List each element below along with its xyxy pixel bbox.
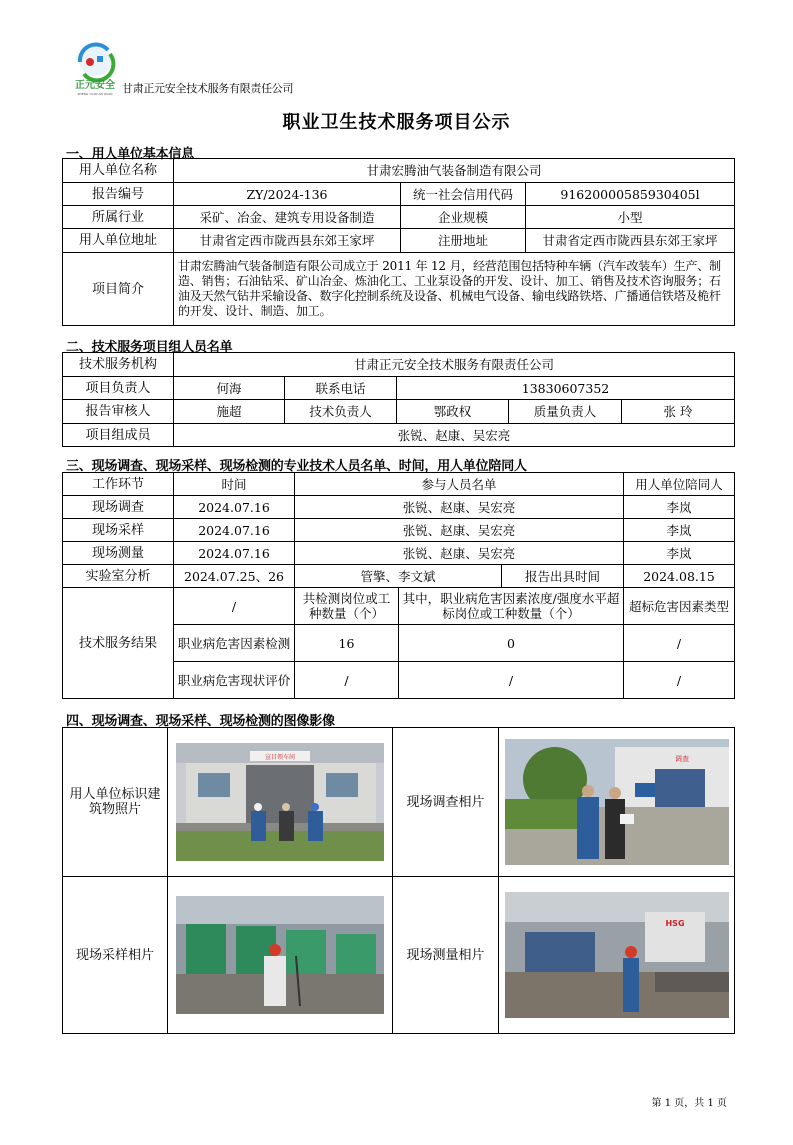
col-stage: 工作环节 (63, 473, 174, 496)
survey-sign-text: 调查 (674, 755, 689, 763)
row-stage: 现场调查 (63, 496, 174, 519)
org-label: 技术服务机构 (63, 353, 174, 377)
row-people: 张锐、赵康、吴宏亮 (295, 542, 624, 565)
measuring-photo (505, 892, 729, 1018)
members-label: 项目组成员 (63, 424, 174, 447)
row-stage: 现场测量 (63, 542, 174, 565)
photo2-label: 现场调查相片 (393, 728, 499, 877)
building-photo (176, 743, 384, 861)
report-no-label: 报告编号 (63, 183, 174, 206)
org-value: 甘肃正元安全技术服务有限责任公司 (174, 353, 735, 377)
result-type: / (624, 662, 735, 699)
industry-value: 采矿、冶金、建筑专用设备制造 (174, 206, 401, 229)
industry-label: 所属行业 (63, 206, 174, 229)
building-sign-text: 宣目领车间 (264, 754, 296, 761)
quality-label: 质量负责人 (509, 400, 622, 424)
members-value: 张锐、赵康、吴宏亮 (174, 424, 735, 447)
result-item: 职业病危害现状评价 (174, 662, 295, 699)
lab-people: 管擎、李文斌 (295, 565, 502, 588)
team-table (62, 352, 735, 447)
result-label: 技术服务结果 (63, 588, 174, 699)
survey-photo-cell (499, 728, 735, 877)
result-count: 16 (295, 625, 399, 662)
employer-info-table (62, 158, 735, 326)
photo1-label: 用人单位标识建筑物照片 (63, 728, 168, 877)
address-value: 甘肃省定西市陇西县东郊王家坪 (174, 229, 401, 253)
intro-label: 项目简介 (63, 253, 174, 326)
leader-label: 项目负责人 (63, 377, 174, 400)
phone-value: 13830607352 (397, 377, 735, 400)
col-time: 时间 (174, 473, 295, 496)
page-number: 第 1 页，共 1 页 (651, 1098, 727, 1109)
credit-code-value: 91620000585930405l (526, 183, 735, 206)
section2-heading: 二、技术服务项目组人员名单 (66, 340, 233, 355)
field-work-table (62, 472, 735, 699)
reg-address-value: 甘肃省定西市陇西县东郊王家坪 (526, 229, 735, 253)
photo4-label: 现场测量相片 (393, 877, 499, 1034)
report-date-label: 报告出具时间 (502, 565, 624, 588)
scale-label: 企业规模 (401, 206, 526, 229)
section4-heading: 四、现场调查、现场采样、现场检测的图像影像 (66, 714, 335, 729)
report-date-value: 2024.08.15 (624, 565, 735, 588)
row-time: 2024.07.16 (174, 542, 295, 565)
reviewer-value: 施超 (174, 400, 285, 424)
company-logo (70, 38, 120, 98)
result-type-header: 超标危害因素类型 (624, 588, 735, 625)
employer-label: 用人单位名称 (63, 159, 174, 183)
lab-time: 2024.07.25、26 (174, 565, 295, 588)
col-people: 参与人员名单 (295, 473, 624, 496)
document-title: 职业卫生技术服务项目公示 (282, 112, 511, 133)
sampling-photo (176, 896, 384, 1014)
measuring-sign-text: HSG (664, 919, 685, 928)
row-stage: 现场采样 (63, 519, 174, 542)
result-type: / (624, 625, 735, 662)
result-count-header: 共检测岗位或工种数量（个） (295, 588, 399, 625)
result-exceed-header: 其中，职业病危害因素浓度/强度水平超标岗位或工种数量（个） (399, 588, 624, 625)
scale-value: 小型 (526, 206, 735, 229)
row-people: 张锐、赵康、吴宏亮 (295, 519, 624, 542)
row-people: 张锐、赵康、吴宏亮 (295, 496, 624, 519)
logo-text: 正元安全 (75, 80, 115, 91)
building-photo-cell (168, 728, 393, 877)
table-row (63, 542, 735, 565)
section1-heading: 一、用人单位基本信息 (66, 147, 195, 162)
table-row (63, 565, 735, 588)
result-exceed: / (399, 662, 624, 699)
report-no-value: ZY/2024-136 (174, 183, 401, 206)
address-label: 用人单位地址 (63, 229, 174, 253)
photo-table (62, 727, 735, 1034)
employer-value: 甘肃宏腾油气装备制造有限公司 (174, 159, 735, 183)
row-time: 2024.07.16 (174, 496, 295, 519)
reg-address-label: 注册地址 (401, 229, 526, 253)
photo3-label: 现场采样相片 (63, 877, 168, 1034)
logo-icon (70, 38, 120, 98)
tech-lead-value: 鄂政权 (397, 400, 509, 424)
result-exceed: 0 (399, 625, 624, 662)
survey-photo (505, 739, 729, 865)
row-escort: 李岚 (624, 542, 735, 565)
row-time: 2024.07.16 (174, 519, 295, 542)
table-row (63, 519, 735, 542)
leader-value: 何海 (174, 377, 285, 400)
sampling-photo-cell (168, 877, 393, 1034)
result-item: 职业病危害因素检测 (174, 625, 295, 662)
phone-label: 联系电话 (285, 377, 397, 400)
lab-stage: 实验室分析 (63, 565, 174, 588)
section3-heading: 三、现场调查、现场采样、现场检测的专业技术人员名单、时间，用人单位陪同人 (66, 459, 527, 474)
reviewer-label: 报告审核人 (63, 400, 174, 424)
row-escort: 李岚 (624, 519, 735, 542)
result-count: / (295, 662, 399, 699)
result-slash: / (174, 588, 295, 625)
credit-code-label: 统一社会信用代码 (401, 183, 526, 206)
intro-value: 甘肃宏腾油气装备制造有限公司成立于 2011 年 12 月，经营范围包括特种车辆（汽车改装车）生产、制造、销售；石油钻采、矿山冶金、炼油化工、工业泵设备的开发、设计、加工、销售及技术咨询服务；石油及天然气钻井采输设备、数字化控制系统及设备、机械电气设备、输电线路铁塔、广播通信铁塔及桅杆的开发、设计、制造、加工。 (174, 253, 735, 326)
company-name-header: 甘肃正元安全技术服务有限责任公司 (122, 82, 294, 95)
measuring-photo-cell (499, 877, 735, 1034)
col-escort: 用人单位陪同人 (624, 473, 735, 496)
tech-lead-label: 技术负责人 (285, 400, 397, 424)
quality-value: 张 玲 (622, 400, 735, 424)
logo-subtext: ZHENG YUAN AN QUAN (77, 92, 113, 96)
table-row (63, 496, 735, 519)
row-escort: 李岚 (624, 496, 735, 519)
